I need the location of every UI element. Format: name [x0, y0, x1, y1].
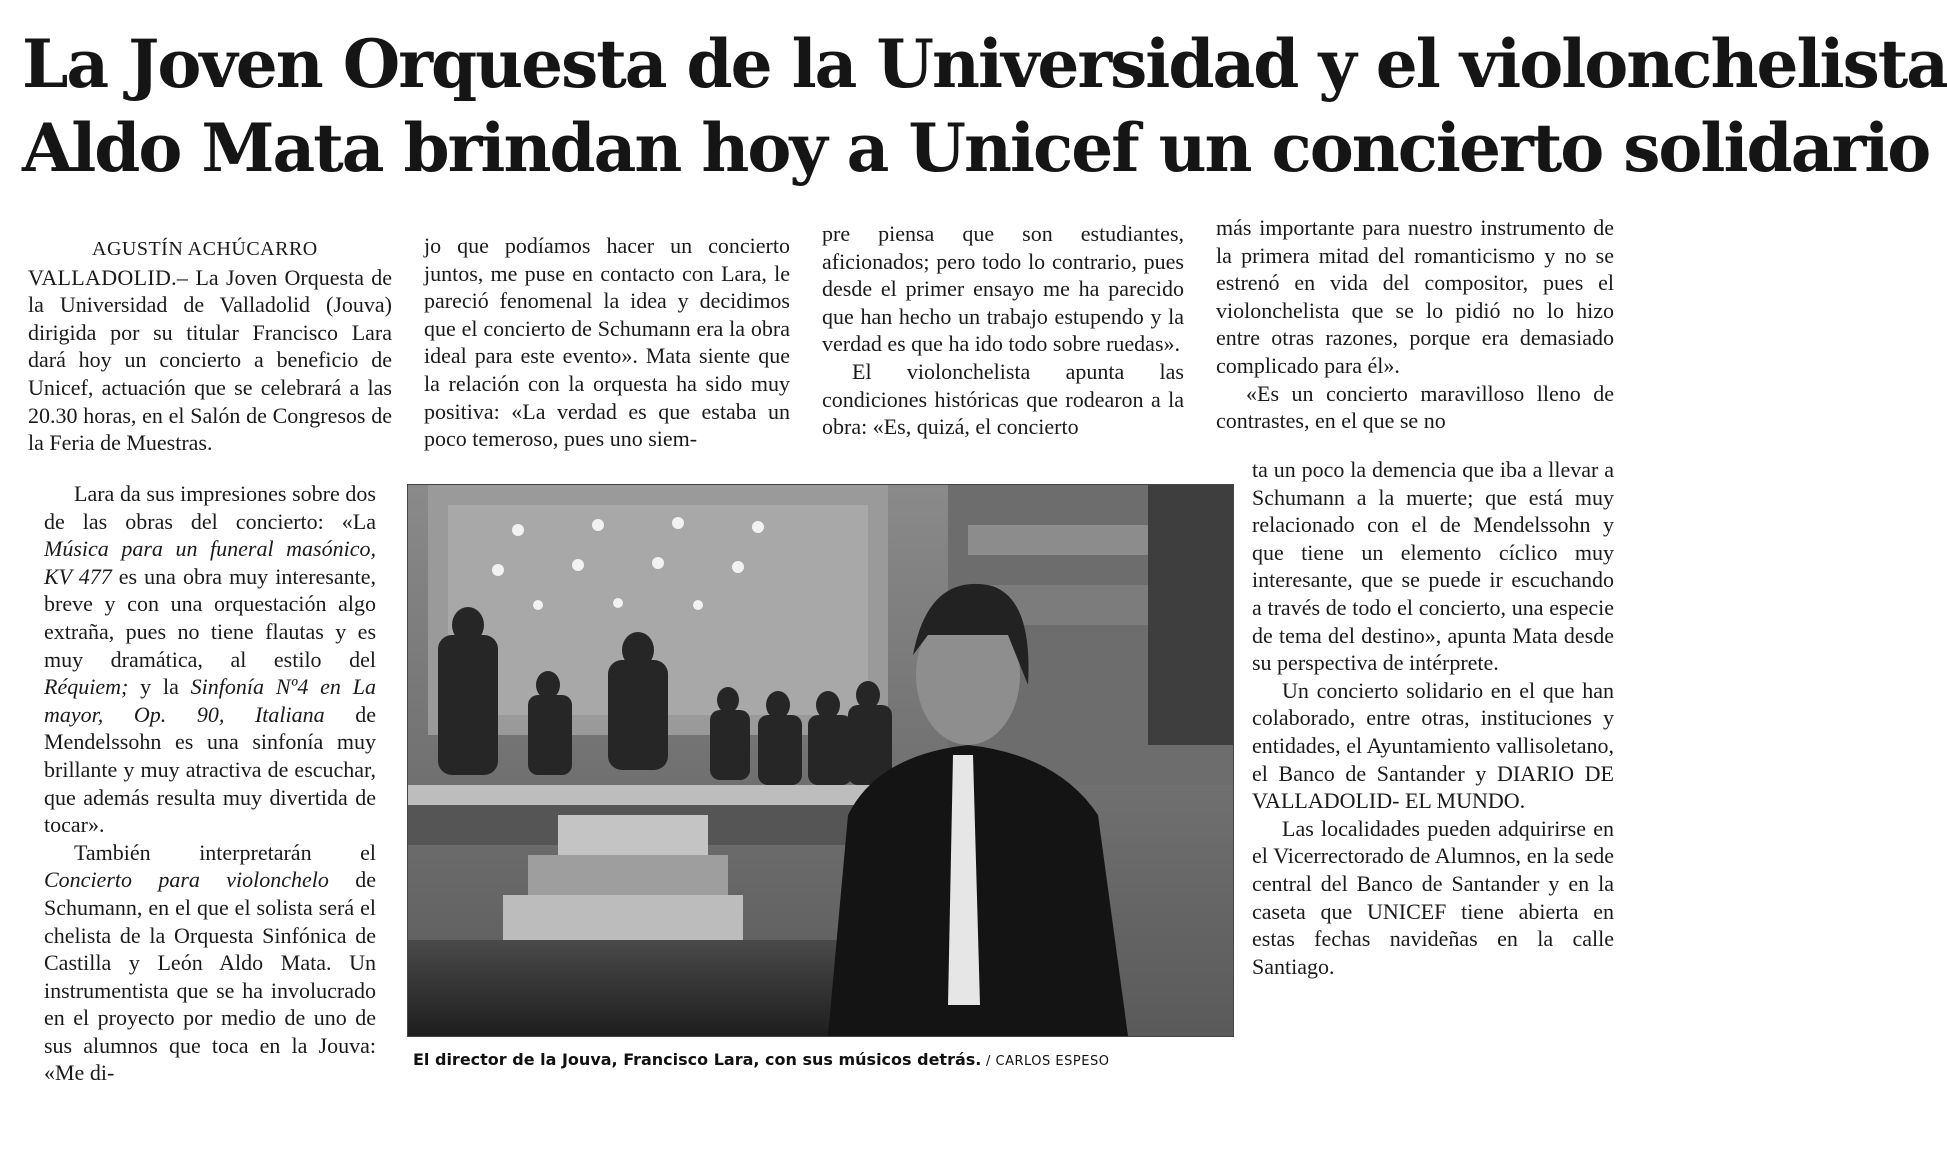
column-4-paragraph-2-start: «Es un concierto maravilloso lleno de contrastes, en el que se no [1216, 380, 1614, 434]
article-column-4-top [1216, 214, 1614, 456]
byline: AGUSTÍN ACHÚCARRO [92, 238, 318, 260]
article-column-3 [822, 220, 1184, 476]
paragraph-3 [44, 839, 376, 1087]
paragraph-3-text-a: También interpretarán el [74, 839, 376, 865]
paragraph-2-text-d: de Mendelssohn es una sinfonía muy brillante y muy atractiva de escuchar, que además resulta muy divertida de tocar». [44, 701, 377, 838]
column-4-paragraph-3: Un concierto solidario en el que han colaborado, entre otras, instituciones y entidades, el Ayuntamiento vallisoletano, el Banco de Santander y DIARIO DE VALLADOLID- EL MUNDO. [1252, 677, 1614, 814]
column-4-paragraph-1: más importante para nuestro instrumento de la primera mitad del romanticismo y no se estrenó en vida del compositor, pues el violonchelista que se lo pidió no lo hizo entre otras razones, porque era demasiado complicado para él». [1216, 215, 1614, 378]
photo-caption [413, 1050, 1109, 1069]
paragraph-2-text-c: y la [128, 674, 191, 700]
headline [22, 22, 1947, 190]
article-column-4-bottom [1252, 456, 1614, 1076]
column-3-paragraph-2: El violonchelista apunta las condiciones históricas que rodearon a la obra: «Es, quizá, el concierto [822, 358, 1184, 440]
dateline: VALLADOLID.– [28, 264, 189, 290]
work-title-funeral: Música para un funeral masónico, KV 477 [44, 536, 376, 589]
paragraph-2-text-b: es una obra muy interesante, breve y con una orquestación algo extraña, pues no tiene flautas y es muy dramática, al estilo del [44, 563, 376, 672]
article-column-2 [424, 232, 790, 476]
headline-line-2: Aldo Mata brindan hoy a Unicef un concierto solidario [22, 109, 1930, 187]
paragraph-1-text: La Joven Orquesta de la Universidad de Valladolid (Jouva) dirigida por su titular Francisco Lara dará hoy un concierto a beneficio de Unicef, actuación que se celebrará a las 20.30 horas, en el Salón de Congresos de la Feria de Muestras. [28, 264, 392, 456]
concert-photo [407, 484, 1234, 1037]
work-title-requiem: Réquiem; [44, 674, 129, 700]
photo-caption-text: El director de la Jouva, Francisco Lara, con sus músicos detrás. [413, 1050, 982, 1069]
work-title-sinfonia: Sinfonía Nº4 en La mayor, Op. 90, Italiana [44, 674, 376, 727]
concert-photo-image [408, 485, 1233, 1036]
work-title-concierto: Concierto para violonchelo [44, 867, 329, 893]
article-column-1-bottom [44, 480, 376, 1110]
column-2-text: jo que podíamos hacer un concierto juntos, me puse en contacto con Lara, le pareció fenomenal la idea y decidimos que el concierto de Schumann era la obra ideal para este evento». Mata siente que la relación con la orquesta ha sido muy positiva: «La verdad es que estaba un poco temeroso, pues uno siem- [424, 233, 790, 452]
paragraph-2-text-a: Lara da sus impresiones sobre dos de las obras del concierto: «La [44, 481, 376, 534]
paragraph-3-text-b: de Schumann, en el que el solista será el chelista de la Orquesta Sinfónica de Castilla y León Aldo Mata. Un instrumentista que se ha involucrado en el proyecto por medio de uno de sus alumnos que toca en la Jouva: «Me di- [44, 867, 377, 1086]
column-4-paragraph-4: Las localidades pueden adquirirse en el Vicerrectorado de Alumnos, en la sede central del Banco de Santander y en la caseta que UNICEF tiene abierta en estas fechas navideñas en la calle Santiago. [1252, 815, 1614, 979]
paragraph-1 [28, 264, 392, 457]
headline-line-1: La Joven Orquesta de la Universidad y el violonchelista [22, 25, 1947, 103]
column-3-paragraph-1: pre piensa que son estudiantes, aficionados; pero todo lo contrario, pues desde el primer ensayo me ha parecido que han hecho un trabajo estupendo y la verdad es que ha ido todo sobre ruedas». [822, 221, 1184, 357]
paragraph-2 [44, 480, 376, 839]
column-4-paragraph-2-rest: ta un poco la demencia que iba a llevar a Schumann a la muerte; que está muy relacionado con el de Mendelssohn y que tiene un elemento cíclico muy interesante, que se puede ir escuchando a través de todo el concierto, una especie de tema del destino», apunta Mata desde su perspectiva de intérprete. [1252, 457, 1614, 676]
article-column-1-top [28, 236, 392, 480]
photo-credit: / CARLOS ESPESO [981, 1054, 1110, 1069]
